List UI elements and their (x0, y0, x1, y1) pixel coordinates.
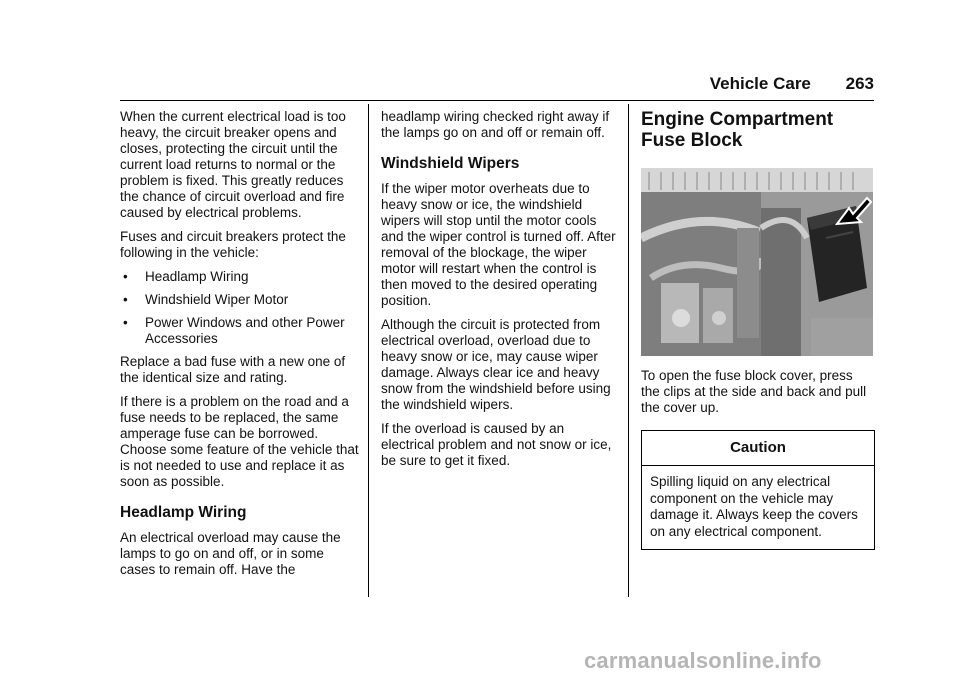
column-3 (641, 109, 875, 550)
section-title: Vehicle Care (709, 74, 811, 93)
watermark: carmanualsonline.info (584, 648, 822, 673)
bullet-marker: • (123, 269, 128, 284)
paragraph: If there is a problem on the road and a fuse needs to be replaced, the same amperage fuse can be borrowed. Choose some feature of the vehicle that is not needed to use and replace it as soon as possible. (120, 394, 359, 489)
paragraph: Fuses and circuit breakers protect the following in the vehicle: (120, 229, 346, 260)
caution-box (641, 430, 875, 550)
heading-line: Fuse Block (641, 130, 743, 151)
bullet-text: Windshield Wiper Motor (145, 292, 289, 307)
engine-compartment-photo (641, 168, 873, 356)
header-rule (120, 100, 874, 101)
paragraph: headlamp wiring checked right away if the lamps go on and off or remain off. (381, 109, 610, 140)
caution-text: Spilling liquid on any electrical component on the vehicle may damage it. Always keep the covers on any electrical component. (650, 474, 858, 539)
bullet-marker: • (123, 315, 128, 330)
bullet-item (120, 269, 360, 285)
page-header (710, 74, 874, 94)
bullet-item (120, 292, 360, 308)
section-heading (641, 109, 875, 151)
column-1 (120, 109, 360, 586)
paragraph: When the current electrical load is too heavy, the circuit breaker opens and closes, protecting the circuit until the current load returns to normal or the problem is fixed. This greatly reduces the chance of circuit overload and fire caused by electrical problems. (120, 109, 346, 220)
column-divider-1 (368, 104, 369, 597)
heading-line: Engine Compartment (641, 109, 834, 130)
paragraph: Although the circuit is protected from electrical overload, overload due to heavy snow or ice, may cause wiper damage. Always clear ice and heavy snow from the windshield before using the windshield wipers. (381, 317, 611, 412)
column-divider-2 (628, 104, 629, 597)
bullet-marker: • (123, 292, 128, 307)
page-number: 263 (845, 74, 874, 93)
paragraph: An electrical overload may cause the lamps to go on and off, or in some cases to remain off. Have the (120, 530, 341, 577)
caution-title: Caution (642, 431, 874, 466)
section-heading: Headlamp Wiring (120, 504, 247, 521)
paragraph: If the overload is caused by an electrical problem and not snow or ice, be sure to get it fixed. (381, 421, 612, 468)
column-2 (381, 109, 621, 477)
bullet-text: Power Windows and other Power Accessories (145, 315, 345, 346)
paragraph: Replace a bad fuse with a new one of the identical size and rating. (120, 354, 346, 385)
section-heading: Windshield Wipers (381, 155, 520, 172)
bullet-item (120, 315, 360, 347)
bullet-text: Headlamp Wiring (145, 269, 249, 284)
paragraph: To open the fuse block cover, press the clips at the side and back and pull the cover up. (641, 368, 867, 415)
paragraph: If the wiper motor overheats due to heavy snow or ice, the windshield wipers will stop until the motor cools and the wiper control is turned off. After removal of the blockage, the wiper motor will restart when the control is then moved to the desired operating position. (381, 181, 616, 308)
